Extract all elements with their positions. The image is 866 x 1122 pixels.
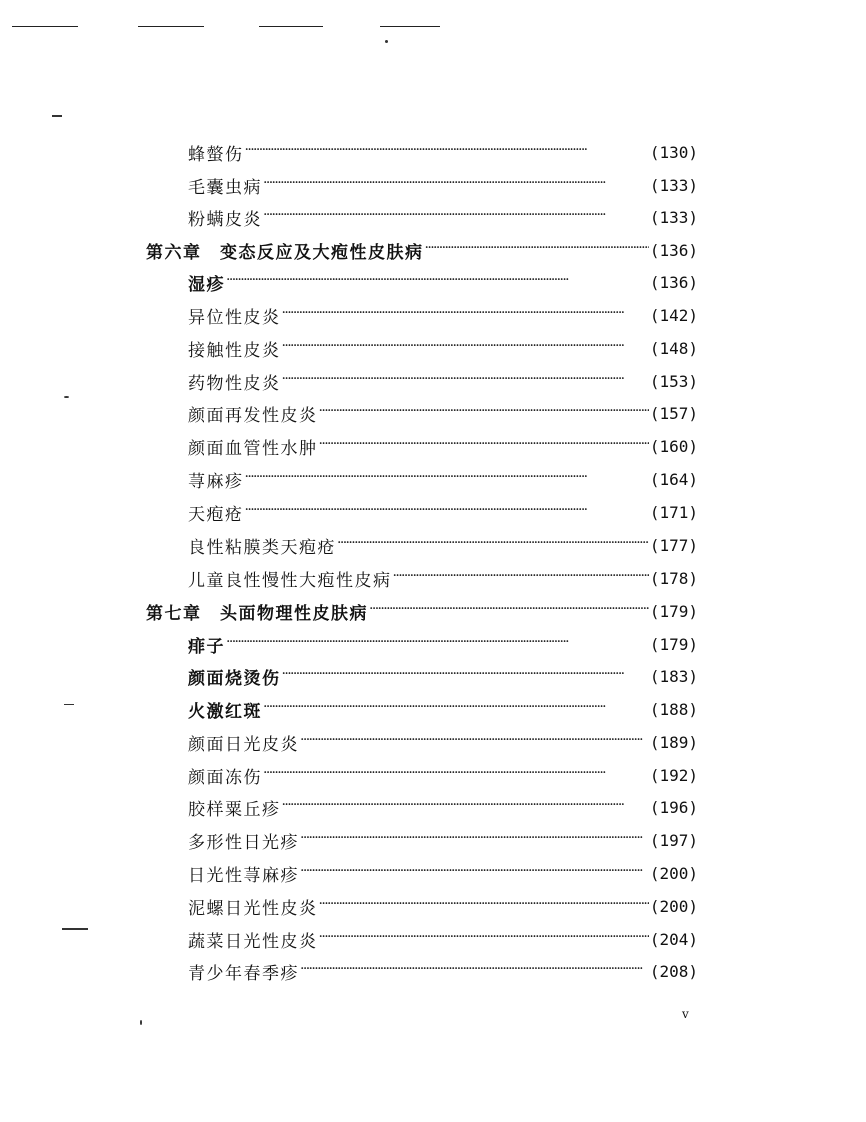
toc-entry-title: 儿童良性慢性大疱性皮病	[188, 570, 392, 591]
toc-entry-title: 接触性皮炎	[188, 340, 281, 361]
toc-entry[interactable]	[188, 630, 698, 658]
toc-entry-page: (133)	[649, 207, 698, 227]
toc-entry[interactable]	[188, 793, 698, 821]
toc-entry-title: 日光性荨麻疹	[188, 865, 299, 886]
toc-entry[interactable]	[188, 268, 698, 296]
toc-entry-page: (142)	[649, 305, 698, 325]
toc-entry-title: 颜面日光皮炎	[188, 734, 299, 755]
toc-leader-dots	[226, 630, 649, 658]
toc-entry-page: (192)	[649, 765, 698, 785]
toc-entry-page: (208)	[649, 961, 698, 981]
toc-entry-page: (130)	[649, 142, 698, 162]
toc-entry-title: 粉螨皮炎	[188, 209, 262, 230]
toc-entry[interactable]	[188, 925, 698, 953]
toc-leader-dots	[300, 957, 649, 985]
toc-entry-title: 颜面再发性皮炎	[188, 405, 318, 426]
toc-entry[interactable]	[188, 399, 698, 427]
toc-leader-dots	[300, 728, 649, 756]
toc-entry-title: 泥螺日光性皮炎	[188, 898, 318, 919]
toc-entry-title: 湿疹	[188, 274, 225, 295]
toc-leader-dots	[282, 301, 649, 329]
toc-leader-dots	[263, 695, 649, 723]
toc-leader-dots	[245, 465, 649, 493]
toc-entry[interactable]	[188, 826, 698, 854]
toc-entry-page: (136)	[649, 272, 698, 292]
toc-leader-dots	[393, 564, 649, 592]
toc-entry-title: 药物性皮炎	[188, 373, 281, 394]
toc-leader-dots	[337, 531, 649, 559]
toc-leader-dots	[282, 367, 649, 395]
toc-entry-page: (196)	[649, 797, 698, 817]
toc-entry[interactable]	[188, 334, 698, 362]
toc-entry-title: 良性粘膜类天疱疮	[188, 537, 336, 558]
toc-entry[interactable]	[188, 761, 698, 789]
toc-entry[interactable]	[188, 465, 698, 493]
toc-entry-title: 火激红斑	[188, 701, 262, 722]
toc-entry-title: 毛囊虫病	[188, 177, 262, 198]
toc-leader-dots	[319, 892, 649, 920]
toc-entry[interactable]	[188, 171, 698, 199]
page-number-marker: v	[682, 1007, 689, 1021]
toc-entry-title: 胶样粟丘疹	[188, 799, 281, 820]
toc-entry[interactable]	[188, 859, 698, 887]
toc-entry-page: (171)	[649, 502, 698, 522]
toc-entry-page: (136)	[649, 240, 698, 260]
toc-entry-page: (197)	[649, 830, 698, 850]
toc-entry[interactable]	[188, 531, 698, 559]
toc-leader-dots	[300, 859, 649, 887]
toc-entry-title: 青少年春季疹	[188, 963, 299, 984]
toc-leader-dots	[263, 761, 649, 789]
toc-entry[interactable]	[188, 138, 698, 166]
toc-entry[interactable]	[188, 498, 698, 526]
toc-entry-title: 天疱疮	[188, 504, 244, 525]
toc-entry-page: (189)	[649, 732, 698, 752]
toc-leader-dots	[263, 171, 649, 199]
toc-entry-page: (133)	[649, 175, 698, 195]
toc-entry[interactable]	[188, 203, 698, 231]
toc-entry-page: (177)	[649, 535, 698, 555]
toc-entry-page: (164)	[649, 469, 698, 489]
toc-leader-dots	[245, 138, 649, 166]
toc-entry-page: (204)	[649, 929, 698, 949]
toc-chapter-title: 第七章 头面物理性皮肤病	[146, 603, 368, 624]
toc-entry-page: (179)	[649, 634, 698, 654]
toc-entry-title: 多形性日光疹	[188, 832, 299, 853]
toc-entry-page: (148)	[649, 338, 698, 358]
toc-chapter-title: 第六章 变态反应及大疱性皮肤病	[146, 242, 424, 263]
toc-entry[interactable]	[188, 662, 698, 690]
toc-entry-page: (178)	[649, 568, 698, 588]
toc-entry-page: (157)	[649, 403, 698, 423]
toc-leader-dots	[226, 268, 649, 296]
toc-entry-page: (160)	[649, 436, 698, 456]
toc-chapter[interactable]	[146, 597, 698, 625]
toc-entry-page: (153)	[649, 371, 698, 391]
toc-entry[interactable]	[188, 432, 698, 460]
toc-leader-dots	[245, 498, 649, 526]
toc-entry-title: 蜂螫伤	[188, 144, 244, 165]
toc-entry-title: 荨麻疹	[188, 471, 244, 492]
toc-leader-dots	[369, 597, 649, 625]
toc-entry[interactable]	[188, 957, 698, 985]
toc-entry[interactable]	[188, 728, 698, 756]
toc-leader-dots	[425, 236, 649, 264]
toc-entry-title: 颜面冻伤	[188, 767, 262, 788]
toc-leader-dots	[263, 203, 649, 231]
toc-leader-dots	[282, 793, 649, 821]
toc-entry-page: (200)	[649, 896, 698, 916]
toc-leader-dots	[319, 399, 649, 427]
toc-entry-title: 异位性皮炎	[188, 307, 281, 328]
toc-entry-page: (188)	[649, 699, 698, 719]
toc-entry-title: 颜面血管性水肿	[188, 438, 318, 459]
toc-entry[interactable]	[188, 564, 698, 592]
toc-entry-page: (183)	[649, 666, 698, 686]
toc-entry[interactable]	[188, 367, 698, 395]
toc-entry-title: 蔬菜日光性皮炎	[188, 931, 318, 952]
toc-entry-page: (200)	[649, 863, 698, 883]
toc-entry[interactable]	[188, 301, 698, 329]
toc-entry[interactable]	[188, 695, 698, 723]
toc-chapter[interactable]	[146, 236, 698, 264]
toc-entry-title: 颜面烧烫伤	[188, 668, 281, 689]
toc-leader-dots	[282, 334, 649, 362]
toc-leader-dots	[319, 432, 649, 460]
toc-leader-dots	[319, 925, 649, 953]
toc-leader-dots	[300, 826, 649, 854]
toc-entry-title: 痱子	[188, 636, 225, 657]
toc-entry[interactable]	[188, 892, 698, 920]
toc-entry-page: (179)	[649, 601, 698, 621]
toc-leader-dots	[282, 662, 649, 690]
